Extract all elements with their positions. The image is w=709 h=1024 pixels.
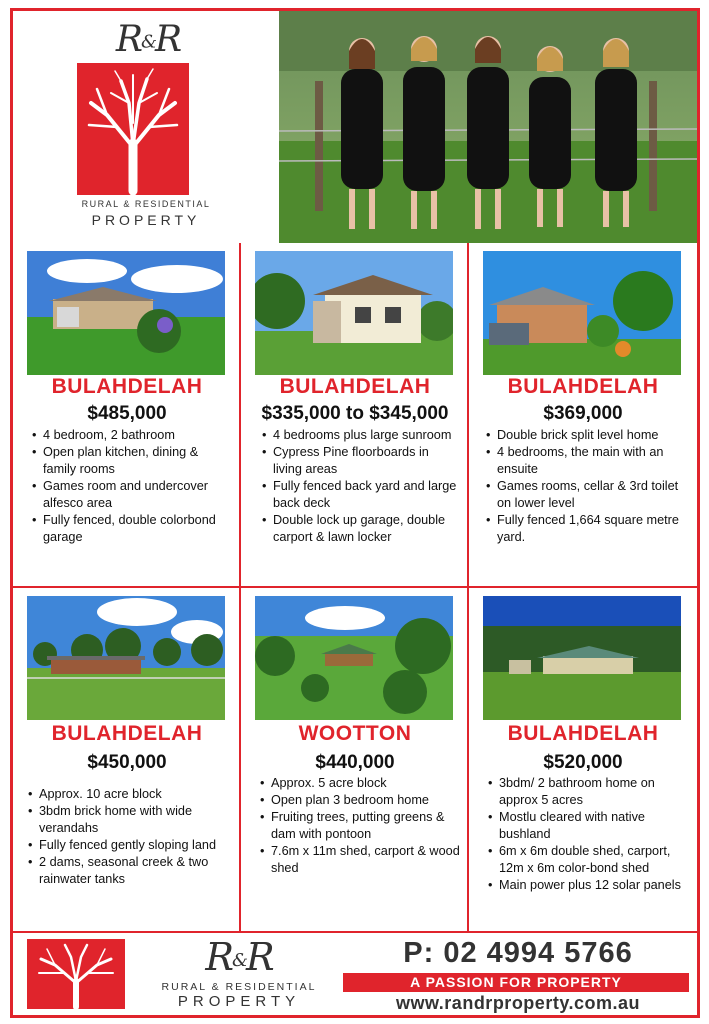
feature-list — [259, 775, 461, 877]
monogram-r2: R — [155, 19, 181, 60]
team-photo — [279, 11, 697, 243]
footer-logo-property-word: PROPERTY — [177, 993, 301, 1010]
listing-card[interactable] — [241, 588, 469, 933]
listing-photo — [27, 596, 225, 720]
tree-logo-icon — [77, 63, 189, 195]
logo-property-word: PROPERTY — [91, 212, 201, 228]
listing-photo — [27, 251, 225, 375]
feature-item: • Fully fenced gently sloping land — [27, 837, 233, 854]
feature-item: • Games rooms, cellar & 3rd toilet on lower level — [485, 478, 685, 512]
footer-logo-subtitle: RURAL & RESIDENTIAL — [161, 981, 317, 993]
header-logo[interactable] — [13, 11, 279, 243]
monogram-amp: & — [231, 950, 247, 971]
listing-photo — [255, 596, 453, 720]
feature-item: • Approx. 5 acre block — [259, 775, 461, 792]
listing-photo — [483, 596, 681, 720]
feature-item: • Cypress Pine floorboards in living areas — [261, 444, 461, 478]
feature-item: • Double lock up garage, double carport & lawn locker — [261, 512, 461, 546]
listing-price: $450,000 — [87, 752, 167, 773]
monogram-r2: R — [246, 935, 273, 979]
footer-tree-logo-icon — [27, 939, 125, 1009]
feature-item: • Open plan kitchen, dining & family rooms — [31, 444, 231, 478]
listing-town: BULAHDELAH — [507, 722, 659, 745]
listing-town: BULAHDELAH — [51, 375, 203, 398]
feature-item: • 6m x 6m double shed, carport, 12m x 6m color-bond shed — [487, 843, 693, 877]
listing-town: WOOTTON — [298, 722, 412, 745]
header — [13, 11, 697, 243]
feature-item: • Double brick split level home — [485, 427, 685, 444]
feature-list — [31, 427, 231, 546]
listing-card[interactable] — [13, 588, 241, 933]
listing-price: $520,000 — [543, 752, 623, 773]
listing-price: $485,000 — [87, 403, 167, 424]
feature-item: • Fully fenced 1,664 square metre yard. — [485, 512, 685, 546]
feature-item: • Mostlu cleared with native bushland — [487, 809, 693, 843]
listings-grid — [13, 243, 697, 933]
feature-item: • 4 bedrooms plus large sunroom — [261, 427, 461, 444]
rr-monogram — [73, 19, 223, 60]
tagline-banner: A PASSION FOR PROPERTY — [343, 973, 689, 992]
website-link[interactable]: www.randrproperty.com.au — [395, 993, 641, 1013]
listing-town: BULAHDELAH — [51, 722, 203, 745]
feature-item: • 3bdm/ 2 bathroom home on approx 5 acres — [487, 775, 693, 809]
feature-item: • Games room and undercover alfesco area — [31, 478, 231, 512]
footer-rr-monogram — [139, 935, 339, 979]
listing-town: BULAHDELAH — [507, 375, 659, 398]
listing-price: $440,000 — [315, 752, 395, 773]
feature-item: • 2 dams, seasonal creek & two rainwater tanks — [27, 854, 233, 888]
listing-card[interactable] — [469, 588, 697, 933]
phone-number[interactable]: P: 02 4994 5766 — [403, 937, 633, 969]
listing-card[interactable] — [241, 243, 469, 588]
feature-item: • 4 bedrooms, the main with an ensuite — [485, 444, 685, 478]
feature-list — [27, 786, 233, 888]
feature-item: • 3bdm brick home with wide verandahs — [27, 803, 233, 837]
listing-card[interactable] — [469, 243, 697, 588]
listing-photo — [255, 251, 453, 375]
feature-item: • Fully fenced back yard and large back deck — [261, 478, 461, 512]
feature-item: • Approx. 10 acre block — [27, 786, 233, 803]
logo-subtitle: RURAL & RESIDENTIAL — [81, 199, 211, 209]
feature-item: • Open plan 3 bedroom home — [259, 792, 461, 809]
monogram-amp: & — [140, 31, 156, 53]
feature-item: • Fully fenced, double colorbond garage — [31, 512, 231, 546]
feature-item: • 4 bedroom, 2 bathroom — [31, 427, 231, 444]
listing-card[interactable] — [13, 243, 241, 588]
listing-price: $369,000 — [543, 403, 623, 424]
monogram-r1: R — [205, 935, 232, 979]
feature-list — [261, 427, 461, 546]
listing-photo — [483, 251, 681, 375]
flyer-page — [10, 8, 700, 1018]
feature-item: • Fruiting trees, putting greens & dam with pontoon — [259, 809, 461, 843]
monogram-r1: R — [115, 19, 141, 60]
footer — [13, 933, 697, 1015]
listing-price: $335,000 to $345,000 — [261, 403, 449, 424]
feature-item: • 7.6m x 11m shed, carport & wood shed — [259, 843, 461, 877]
feature-list — [487, 775, 693, 894]
feature-list — [485, 427, 685, 546]
listing-town: BULAHDELAH — [279, 375, 431, 398]
feature-item: • Main power plus 12 solar panels — [487, 877, 693, 894]
